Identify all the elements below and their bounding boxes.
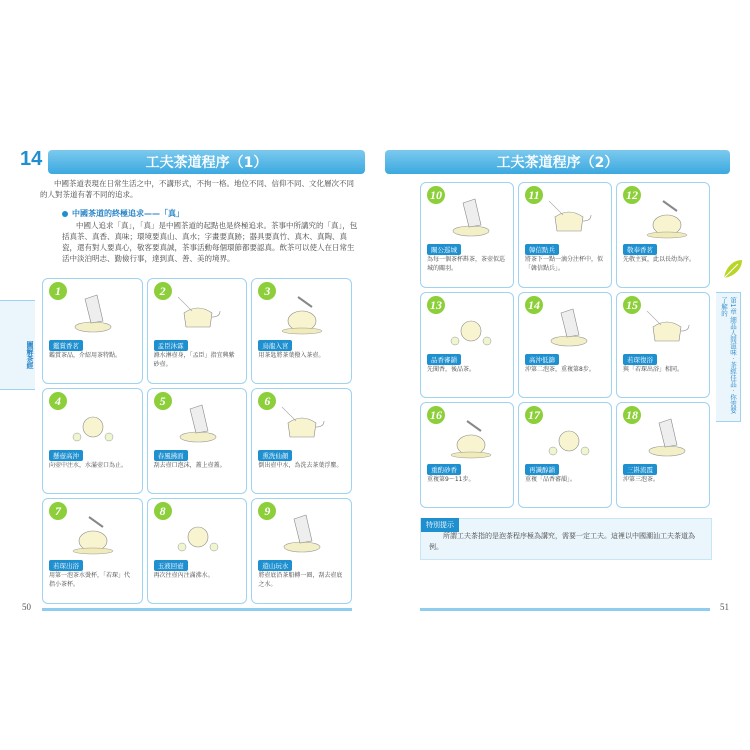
side-tab-left-text: 圖解茶經 — [26, 341, 34, 369]
step-label: 孟臣沐霖 — [154, 340, 188, 351]
special-tip — [420, 518, 712, 560]
step-label: 懸壺高沖 — [49, 450, 83, 461]
steps-grid-right — [420, 182, 710, 508]
step-description: 為每一個茶杯斟茶，茶壺似巡城的關羽。 — [427, 256, 506, 272]
step-description: 滌水淋壺身，「孟臣」指宜興紫砂壺。 — [153, 352, 235, 368]
tea-illustration-icon — [441, 417, 501, 459]
tea-illustration-icon — [539, 197, 599, 239]
step-number-badge: 17 — [525, 406, 543, 424]
step-card — [616, 292, 710, 398]
tea-illustration-icon — [539, 417, 599, 459]
step-number-badge: 8 — [154, 502, 172, 520]
step-number-badge: 2 — [154, 282, 172, 300]
tea-illustration-icon — [272, 293, 332, 335]
step-card — [147, 498, 248, 604]
step-number-badge: 9 — [258, 502, 276, 520]
page-number-right: 51 — [720, 602, 729, 612]
tea-illustration-icon — [272, 403, 332, 445]
step-number-badge: 6 — [258, 392, 276, 410]
step-number-badge: 5 — [154, 392, 172, 410]
step-card — [518, 402, 612, 508]
step-number-badge: 11 — [525, 186, 543, 204]
page-number-left: 50 — [22, 602, 31, 612]
tea-leaf-icon — [722, 258, 744, 280]
step-description: 將壺底沿茶船轉一圈，刮去壺底之水。 — [258, 572, 343, 588]
side-tab-right — [716, 292, 741, 422]
tip-text: 所謂工夫茶指的是泡茶程序極為講究，需要一定工夫。這裡以中國潮汕工夫茶道為例。 — [429, 532, 695, 551]
step-label: 敬奉香茗 — [623, 244, 657, 255]
step-description: 再次往壺內注滿沸水。 — [153, 572, 214, 579]
step-description: 將茶下一點一滴分注杯中，似「韓信點兵」。 — [525, 256, 604, 272]
step-label: 三斟流霞 — [623, 464, 657, 475]
step-card — [147, 278, 248, 384]
step-label: 熏洗仙顏 — [258, 450, 292, 461]
step-number-badge: 12 — [623, 186, 641, 204]
step-number-badge: 1 — [49, 282, 67, 300]
step-label: 關公巡城 — [427, 244, 461, 255]
step-number-badge: 16 — [427, 406, 445, 424]
step-card — [420, 402, 514, 508]
tea-illustration-icon — [272, 513, 332, 555]
step-description: 鑑賞茶品，介紹用茶特點。 — [49, 352, 122, 359]
step-label: 重酌砂香 — [427, 464, 461, 475]
step-number-badge: 10 — [427, 186, 445, 204]
tea-illustration-icon — [63, 513, 123, 555]
step-card — [42, 388, 143, 494]
step-description: 倒出壺中水，為洗去茶葉浮塵。 — [258, 462, 343, 469]
right-page-title: 工夫茶道程序（2） — [385, 150, 730, 174]
tea-illustration-icon — [441, 307, 501, 349]
step-card — [616, 402, 710, 508]
step-card — [147, 388, 248, 494]
step-card — [420, 292, 514, 398]
tea-illustration-icon — [63, 403, 123, 445]
tea-illustration-icon — [539, 307, 599, 349]
step-number-badge: 15 — [623, 296, 641, 314]
step-number-badge: 13 — [427, 296, 445, 314]
step-number-badge: 3 — [258, 282, 276, 300]
step-description: 沖第三泡茶。 — [623, 476, 660, 483]
step-label: 遊山玩水 — [258, 560, 292, 571]
step-card — [42, 498, 143, 604]
step-description: 重複第9～11步。 — [427, 476, 475, 483]
bottom-rule-left — [42, 608, 352, 611]
side-tab-right-text: 第1章 細品人間滋味 · 茶經佳品 · 你需要了解的 — [720, 297, 737, 414]
left-page-title: 工夫茶道程序（1） — [48, 150, 365, 174]
step-description: 先敬主賓，此以長幼為序。 — [623, 256, 696, 263]
step-number-badge: 18 — [623, 406, 641, 424]
section-heading-text: 中國茶道的終極追求——「真」 — [72, 209, 184, 218]
tea-illustration-icon — [637, 197, 697, 239]
tea-illustration-icon — [63, 293, 123, 335]
side-tab-left — [0, 300, 35, 390]
step-card — [518, 182, 612, 288]
step-label: 高沖低篩 — [525, 354, 559, 365]
step-card — [251, 278, 352, 384]
step-card — [251, 498, 352, 604]
step-number-badge: 7 — [49, 502, 67, 520]
tip-heading: 特別提示 — [421, 518, 459, 532]
bullet-dot — [62, 211, 68, 217]
section-heading — [62, 208, 184, 219]
step-label: 再識醇韻 — [525, 464, 559, 475]
step-label: 若琛復浴 — [623, 354, 657, 365]
step-card — [518, 292, 612, 398]
intro-text: 中國茶道表現在日常生活之中，不講形式，不拘一格。地位不同、信仰不同、文化層次不同的人對茶道有著不同的追求。 — [40, 179, 354, 199]
step-description: 重複「品香審韻」。 — [525, 476, 577, 483]
tea-illustration-icon — [637, 417, 697, 459]
left-page — [20, 150, 365, 620]
step-card — [42, 278, 143, 384]
step-label: 品香審韻 — [427, 354, 461, 365]
tea-illustration-icon — [168, 403, 228, 445]
step-label: 烏龍入宮 — [258, 340, 292, 351]
step-label: 玉液回壺 — [154, 560, 188, 571]
step-description: 刮去壺口泡沫，蓋上壺蓋。 — [153, 462, 226, 469]
step-description: 沖第二泡茶，重複第8步。 — [525, 366, 595, 373]
tea-illustration-icon — [637, 307, 697, 349]
section-text: 中國人追求「真」，「真」是中國茶道的起點也是終極追求。茶事中所講究的「真」，包括真茶、真香、真味；環境要真山、真水；字畫要真跡；器具要真竹、真木、真陶、真瓷，還有對人要真心，敬客要真誠，茶事活動每個環節都要認真。飲茶可以使人在日常生活中淡泊明志、勤儉行事，達到真、善、美的境界。 — [62, 221, 358, 263]
step-description: 先聞香，後品茶。 — [427, 366, 476, 373]
tea-illustration-icon — [441, 197, 501, 239]
step-label: 若琛出浴 — [49, 560, 83, 571]
step-card — [616, 182, 710, 288]
step-label: 韓信點兵 — [525, 244, 559, 255]
step-card — [251, 388, 352, 494]
step-description: 向壺中注水，水滿壺口為止。 — [49, 462, 128, 469]
step-number-badge: 4 — [49, 392, 67, 410]
step-description: 與「若琛出浴」相同。 — [623, 366, 684, 373]
step-card — [420, 182, 514, 288]
tea-illustration-icon — [168, 513, 228, 555]
step-label: 鑑賞香茗 — [49, 340, 83, 351]
chapter-number: 14 — [20, 148, 43, 170]
bottom-rule-right — [420, 608, 710, 611]
step-description: 用第一泡茶水燙杯，「若琛」代指小茶杯。 — [49, 572, 131, 588]
right-page — [385, 150, 730, 620]
step-description: 用茶匙將茶葉撥入茶壺。 — [258, 352, 325, 359]
step-number-badge: 14 — [525, 296, 543, 314]
step-label: 春風拂面 — [154, 450, 188, 461]
tea-illustration-icon — [168, 293, 228, 335]
steps-grid-left — [42, 278, 352, 604]
